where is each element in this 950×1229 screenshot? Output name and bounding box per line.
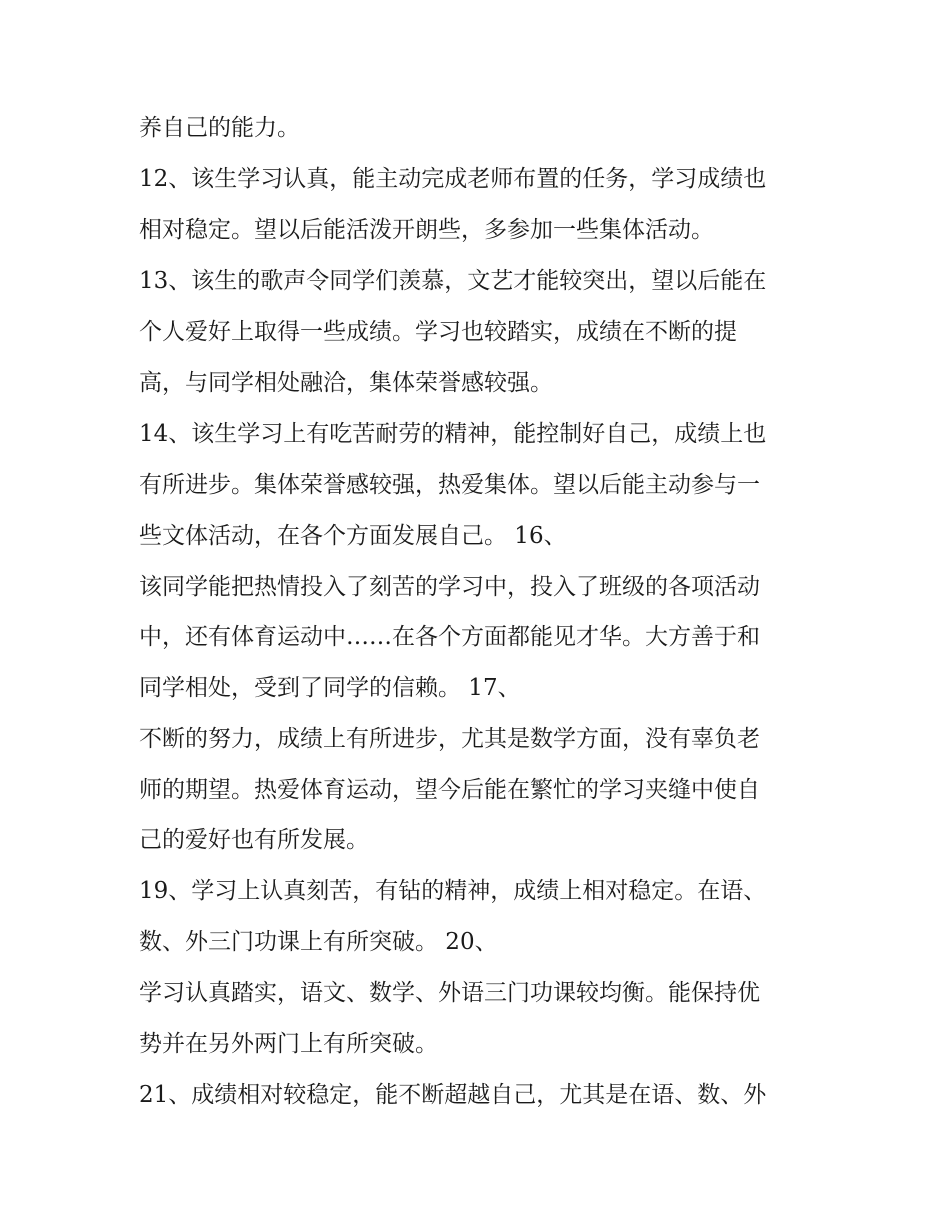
- text-line: 12、该生学习认真，能主动完成老师布置的任务，学习成绩也: [139, 166, 767, 192]
- text-line: 14、该生学习上有吃苦耐劳的精神，能控制好自己，成绩上也: [139, 421, 767, 447]
- text-line: 该同学能把热情投入了刻苦的学习中，投入了班级的各项活动: [139, 574, 760, 600]
- text-line: 师的期望。热爱体育运动，望今后能在繁忙的学习夹缝中使自: [139, 777, 760, 803]
- text-line: 13、该生的歌声令同学们羡慕，文艺才能较突出，望以后能在: [139, 268, 767, 294]
- text-line: 学习认真踏实，语文、数学、外语三门功课较均衡。能保持优: [139, 980, 760, 1006]
- text-line: 势并在另外两门上有所突破。: [139, 1031, 438, 1057]
- text-line: 不断的努力，成绩上有所进步，尤其是数学方面，没有辜负老: [139, 726, 760, 752]
- text-line: 个人爱好上取得一些成绩。学习也较踏实，成绩在不断的提: [139, 319, 737, 345]
- text-line: 有所进步。集体荣誉感较强，热爱集体。望以后能主动参与一: [139, 472, 760, 498]
- text-line: 高，与同学相处融洽，集体荣誉感较强。: [139, 370, 553, 396]
- text-line: 中，还有体育运动中……在各个方面都能见才华。大方善于和: [139, 624, 760, 650]
- text-line: 些文体活动，在各个方面发展自己。 16、: [139, 523, 567, 549]
- text-line: 21、成绩相对较稳定，能不断超越自己，尤其是在语、数、外: [139, 1082, 767, 1108]
- text-line: 养自己的能力。: [139, 115, 300, 141]
- text-line: 同学相处，受到了同学的信赖。 17、: [139, 675, 521, 701]
- text-line: 相对稳定。望以后能活泼开朗些，多参加一些集体活动。: [139, 217, 714, 243]
- text-line: 数、外三门功课上有所突破。 20、: [139, 929, 498, 955]
- text-line: 己的爱好也有所发展。: [139, 827, 369, 853]
- text-line: 19、学习上认真刻苦，有钻的精神，成绩上相对稳定。在语、: [139, 878, 767, 904]
